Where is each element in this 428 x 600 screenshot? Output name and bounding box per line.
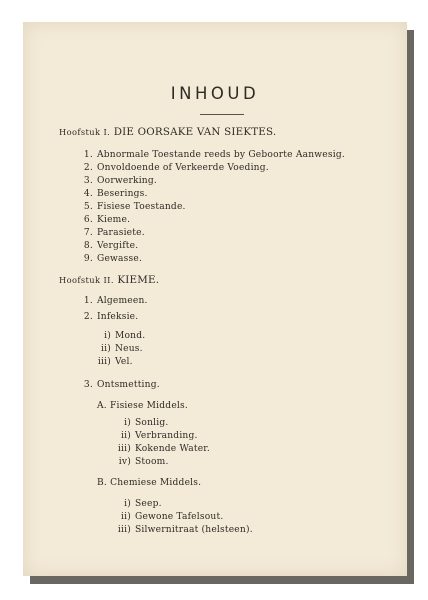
toc-subentry: ii) Verbranding. <box>121 431 198 441</box>
chapter-1-heading <box>59 126 276 138</box>
toc-subentry: i) Mond. <box>104 331 146 341</box>
toc-subentry: ii) Neus. <box>101 344 143 354</box>
toc-entry: 3. Ontsmetting. <box>83 380 160 390</box>
toc-subentry: iii) Silwernitraat (helsteen). <box>117 525 253 535</box>
chapter-2-prefix: Hoofstuk II. <box>59 275 114 285</box>
toc-entry: 7. Parasiete. <box>83 228 145 238</box>
toc-subentry: iii) Vel. <box>97 357 133 367</box>
toc-subentry: i) Sonlig. <box>124 418 169 428</box>
toc-entry: 5. Fisiese Toestande. <box>83 202 186 212</box>
toc-entry: 4. Beserings. <box>83 189 148 199</box>
chapter-2-title: KIEME. <box>117 274 160 286</box>
title-divider <box>200 114 244 115</box>
toc-entry: 3. Oorwerking. <box>83 176 157 186</box>
page-title: INHOUD <box>170 84 260 103</box>
toc-entry: 1. Algemeen. <box>83 296 148 306</box>
chapter-2-heading <box>59 274 159 286</box>
toc-entry: 2. Onvoldoende of Verkeerde Voeding. <box>83 163 269 173</box>
toc-group-b: B. Chemiese Middels. <box>97 478 202 488</box>
toc-entry: 9. Gewasse. <box>83 254 143 264</box>
toc-subentry: ii) Gewone Tafelsout. <box>121 512 224 522</box>
document-page <box>23 22 407 576</box>
toc-entry: 6. Kieme. <box>83 215 131 225</box>
toc-subentry: iv) Stoom. <box>118 457 169 467</box>
toc-subentry: i) Seep. <box>124 499 162 509</box>
chapter-1-prefix: Hoofstuk I. <box>59 127 111 137</box>
toc-subentry: iii) Kokende Water. <box>117 444 210 454</box>
toc-entry: 8. Vergifte. <box>83 241 139 251</box>
toc-entry: 2. Infeksie. <box>83 312 139 322</box>
chapter-1-title: DIE OORSAKE VAN SIEKTES. <box>113 126 277 138</box>
toc-entry: 1. Abnormale Toestande reeds by Geboorte Aanwesig. <box>83 150 345 160</box>
toc-group-a: A. Fisiese Middels. <box>97 401 188 411</box>
